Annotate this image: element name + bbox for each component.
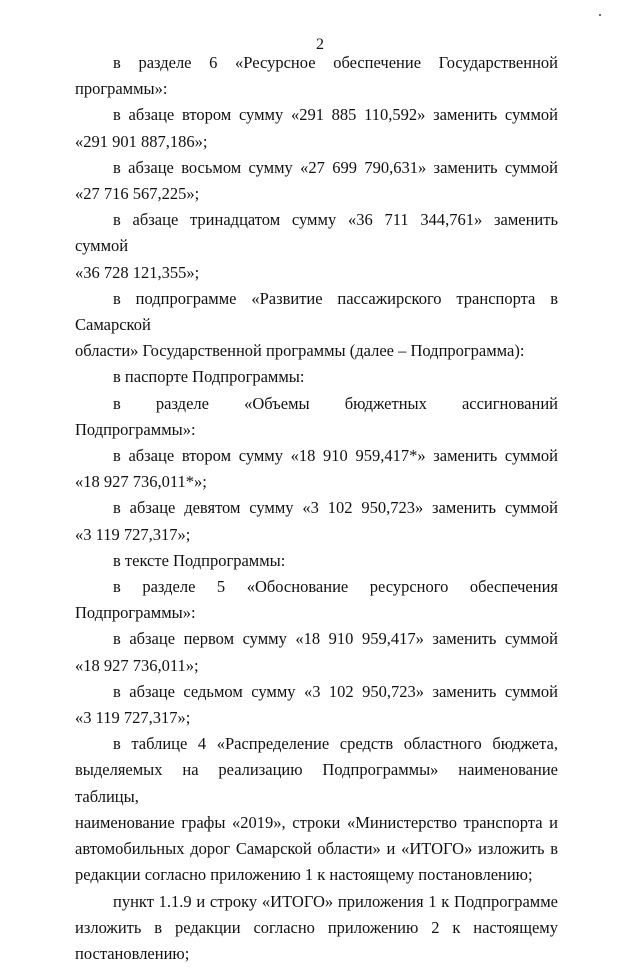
text-line: «18 927 736,011»; [75,653,558,679]
text-line: в разделе «Объемы бюджетных ассигнований Подпрограммы»: [75,391,558,443]
paragraph [75,626,558,678]
text-line: постановлению; [75,941,558,967]
page-number: 2 [0,36,640,54]
text-line: области» Государственной программы (далее – Подпрограмма): [75,338,558,364]
text-line: «3 119 727,317»; [75,705,558,731]
text-line: редакции согласно приложению 1 к настоящему постановлению; [75,862,558,888]
text-line: в разделе 5 «Обоснование ресурсного обеспечения Подпрограммы»: [75,574,558,626]
text-line: в абзаце тринадцатом сумму «36 711 344,761» заменить суммой [75,207,558,259]
text-line: в тексте Подпрограммы: [75,548,558,574]
text-line: «36 728 121,355»; [75,260,558,286]
paragraph [75,207,558,286]
paragraph [75,443,558,495]
text-line: в таблице 4 «Распределение средств областного бюджета, [75,731,558,757]
text-line: автомобильных дорог Самарской области» и «ИТОГО» изложить в [75,836,558,862]
text-line: «3 119 727,317»; [75,522,558,548]
paragraph [75,495,558,547]
paragraph [75,155,558,207]
paragraph [75,679,558,731]
text-line: изложить в редакции согласно приложению 2 к настоящему [75,915,558,941]
text-line: «18 927 736,011*»; [75,469,558,495]
text-line: «291 901 887,186»; [75,129,558,155]
text-line: в абзаце втором сумму «291 885 110,592» заменить суммой [75,102,558,128]
text-line: в паспорте Подпрограммы: [75,364,558,390]
paragraph [75,102,558,154]
text-line: наименование графы «2019», строки «Министерство транспорта и [75,810,558,836]
text-line: «27 716 567,225»; [75,181,558,207]
text-line: программы»: [75,76,558,102]
paragraph [75,364,558,390]
document-body [75,50,558,967]
paragraph [75,889,558,967]
paragraph [75,574,558,626]
text-line: пункт 1.1.9 и строку «ИТОГО» приложения 1 к Подпрограмме [75,889,558,915]
paragraph [75,286,558,365]
text-line: в абзаце втором сумму «18 910 959,417*» заменить суммой [75,443,558,469]
paragraph [75,391,558,443]
text-line: в абзаце седьмом сумму «3 102 950,723» заменить суммой [75,679,558,705]
text-line: в абзаце девятом сумму «3 102 950,723» заменить суммой [75,495,558,521]
text-line: в абзаце восьмом сумму «27 699 790,631» заменить суммой [75,155,558,181]
text-line: в подпрограмме «Развитие пассажирского транспорта в Самарской [75,286,558,338]
paragraph [75,50,558,102]
text-line: в разделе 6 «Ресурсное обеспечение Государственной [75,50,558,76]
paragraph [75,548,558,574]
paragraph [75,731,558,888]
scan-speck [599,14,601,16]
text-line: выделяемых на реализацию Подпрограммы» наименование таблицы, [75,757,558,809]
text-line: в абзаце первом сумму «18 910 959,417» заменить суммой [75,626,558,652]
